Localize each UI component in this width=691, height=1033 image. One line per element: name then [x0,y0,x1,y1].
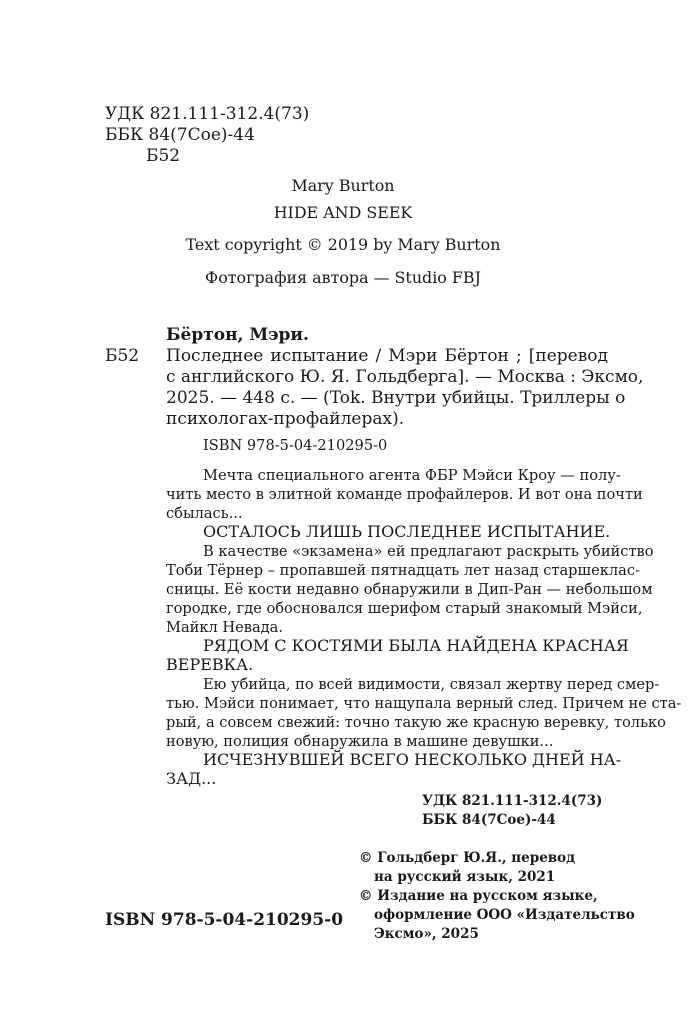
udk-code: УДК 821.111-312.4(73) [105,104,310,124]
copyright-line: оформление ООО «Издательство [374,907,635,923]
annotation-caps-line: РЯДОМ С КОСТЯМИ БЫЛА НАЙДЕНА КРАСНАЯ [203,636,629,655]
record-line: психологах-профайлерах). [166,409,405,429]
isbn-bold: ISBN 978-5-04-210295-0 [105,910,344,930]
annotation-line: тью. Мэйси понимает, что нащупала верный след. Причем не ста- [166,695,682,712]
annotation-line: новую, полиция обнаружила в машине девушки... [166,733,554,750]
annotation-caps-line: ИСЧЕЗНУВШЕЙ ВСЕГО НЕСКОЛЬКО ДНЕЙ НА- [203,750,622,769]
annotation-line: сницы. Её кости недавно обнаружили в Дип-Ран — небольшом [166,581,653,598]
annotation-line: Тоби Тёрнер – пропавшей пятнадцать лет назад старшеклас- [166,562,640,579]
annotation-line: рый, а совсем свежий: точно такую же красную веревку, только [166,714,666,731]
record-line: 2025. — 448 с. — (Tok. Внутри убийцы. Триллеры о [166,388,626,408]
record-mark: Б52 [105,346,140,366]
copyright-line: Эксмо», 2025 [374,926,479,942]
photo-credit: Фотография автора — Studio FBJ [205,268,481,287]
annotation-caps-line: ВЕРЕВКА. [166,655,254,674]
original-title: HIDE AND SEEK [273,203,413,222]
original-author: Mary Burton [291,176,395,195]
original-copyright: Text copyright © 2019 by Mary Burton [185,235,501,254]
copyright-line: © Гольдберг Ю.Я., перевод [359,850,576,866]
bottom-udk-code: УДК 821.111-312.4(73) [422,793,603,809]
record-line: с английского Ю. Я. Гольдберга]. — Москва : Эксмо, [166,367,644,387]
bbk-code: ББК 84(7Сое)-44 [105,125,255,145]
annotation-line: В качестве «экзамена» ей предлагают раскрыть убийство [203,543,654,560]
bottom-bbk-code: ББК 84(7Сое)-44 [422,812,556,828]
copyright-line: на русский язык, 2021 [374,869,556,885]
author-mark: Б52 [146,146,181,166]
annotation-caps-line: ОСТАЛОСЬ ЛИШЬ ПОСЛЕДНЕЕ ИСПЫТАНИЕ. [203,522,611,541]
copyright-line: © Издание на русском языке, [359,888,598,904]
record-line: Последнее испытание / Мэри Бёртон ; [перевод [166,346,608,366]
annotation-line: Майкл Невада. [166,619,284,636]
record-isbn: ISBN 978-5-04-210295-0 [203,437,388,454]
annotation-line: сбылась... [166,505,243,522]
annotation-caps-line: ЗАД... [166,769,217,788]
annotation-line: Мечта специального агента ФБР Мэйси Кроу — полу- [203,467,621,484]
record-author: Бёртон, Мэри. [166,325,309,345]
annotation-line: Ею убийца, по всей видимости, связал жертву перед смер- [203,676,660,693]
annotation-line: чить место в элитной команде профайлеров. И вот она почти [166,486,643,503]
annotation-line: городке, где обосновался шерифом старый знакомый Мэйси, [166,600,643,617]
